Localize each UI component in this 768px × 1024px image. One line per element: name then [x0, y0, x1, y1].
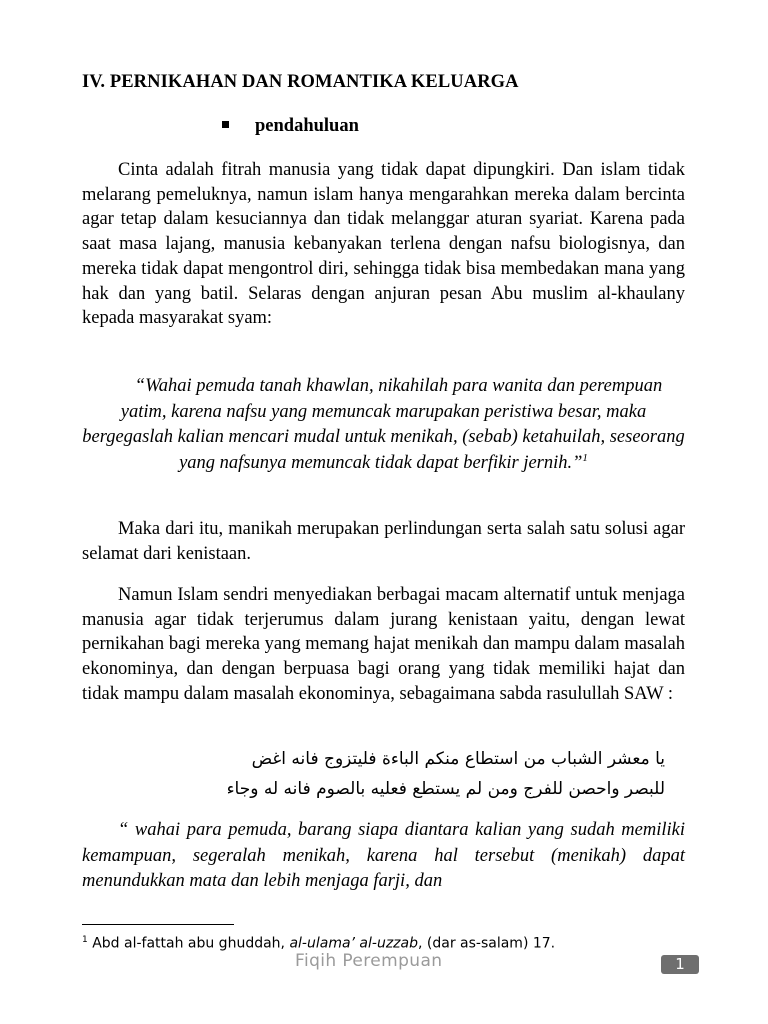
paragraph-alternatives: Namun Islam sendri menyediakan berbagai macam alternatif untuk menjaga manusia agar tidak terjerumus dalam jurang kenistaan yaitu, dengan lewat pernikahan bagi mereka yang memang hajat menikah dan mampu dalam masalah ekonominya, dan dengan berpuasa bagi orang yang tidak memiliki hajat dan tidak mampu dalam masalah ekonominya, sebagaimana sabda rasulullah SAW :	[82, 585, 685, 704]
section-heading	[222, 116, 359, 137]
square-bullet-icon	[222, 121, 229, 128]
footnote-book-title: al-ulama’ al-uzzab	[289, 935, 418, 952]
hadith-arabic-line: يا معشر الشباب من استطاع منكم الباءة فليتزوج فانه اغض	[251, 749, 665, 769]
footer-book-title: Fiqih Perempuan	[295, 951, 443, 971]
block-quote	[82, 374, 685, 476]
footnote-publisher: , (dar as-salam) 17.	[418, 935, 556, 952]
quote-text: “Wahai pemuda tanah khawlan, nikahilah para wanita dan perempuan yatim, karena nafsu yang memuncak marupakan peristiwa besar, maka bergegaslah kalian mencari mudal untuk menikah, (sebab) ketahuilah, seseorang yang nafsunya memuncak tidak dapat berfikir jernih.”	[82, 376, 685, 473]
paragraph-intro: Cinta adalah fitrah manusia yang tidak dapat dipungkiri. Dan islam tidak melarang pemeluknya, namun islam hanya mengarahkan mereka dalam bercinta agar tetap dalam kesuciannya dan tidak melanggar aturan syariat. Karena pada saat masa lajang, manusia kebanyakan terlena dengan nafsu biologisnya, dan mereka tidak dapat mengontrol diri, sehingga tidak bisa membedakan mana yang hak dan yang batil. Selaras dengan anjuran pesan Abu muslim al-khaulany kepada masyarakat syam:	[82, 160, 685, 329]
page-number-badge: 1	[661, 955, 699, 974]
footnote-reference: 1	[582, 451, 588, 464]
hadith-translation: “ wahai para pemuda, barang siapa diantara kalian yang sudah memiliki kemampuan, segeralah menikah, karena hal tersebut (menikah) dapat menundukkan mata dan lebih menjaga farji, dan	[82, 820, 685, 891]
footnote-number: 1	[82, 935, 88, 945]
hadith-arabic	[100, 744, 665, 804]
hadith-arabic-line: للبصر واحصن للفرج ومن لم يستطع فعليه بالصوم فانه له وجاء	[226, 779, 665, 799]
paragraph-conclusion: Maka dari itu, manikah merupakan perlindungan serta salah satu solusi agar selamat dari kenistaan.	[82, 519, 685, 564]
section-heading-label: pendahuluan	[255, 116, 359, 136]
footnote-separator	[82, 924, 234, 925]
chapter-title: IV. PERNIKAHAN DAN ROMANTIKA KELUARGA	[82, 72, 519, 92]
footnote-author: Abd al-fattah abu ghuddah,	[92, 935, 290, 952]
